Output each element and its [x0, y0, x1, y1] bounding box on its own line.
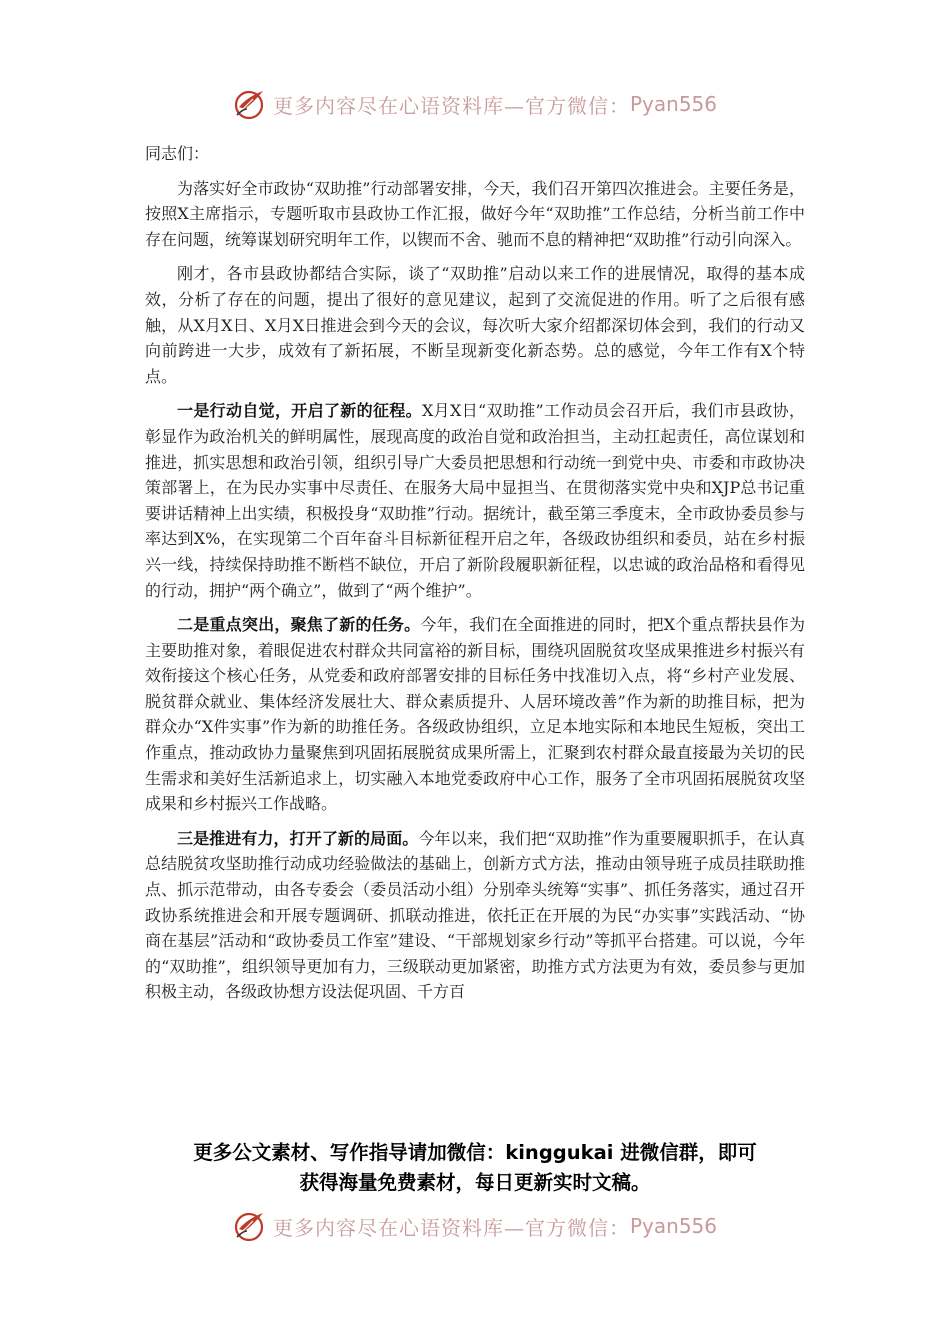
paragraph-lead: 三是推进有力，打开了新的局面。	[177, 828, 419, 848]
greeting: 同志们：	[145, 144, 210, 163]
promo-line-2: 获得海量免费素材，每日更新实时文稿。	[299, 1171, 651, 1194]
paragraph-lead: 一是行动自觉，开启了新的征程。	[177, 401, 422, 421]
watermark-banner-bottom	[0, 1206, 950, 1246]
paragraph-text: 为落实好全市政协“双助推”行动部署安排，今天，我们召开第四次推进会。主要任务是，按照X主席指示，专题听取市县政协工作汇报，做好今年“双助推”工作总结，分析当前工作中存在问题，统筹谋划研究明年工作，以锲而不舍、驰而不息的精神把“双助推”行动引向深入。	[145, 178, 805, 249]
paragraph-lead: 二是重点突出，聚焦了新的任务。	[177, 615, 421, 635]
quill-logo-icon	[233, 1209, 267, 1243]
watermark-wechat-id: Pyan556	[629, 92, 717, 116]
watermark-text: 更多内容尽在心语资料库—官方微信：	[272, 93, 630, 118]
paragraph-4	[145, 612, 805, 817]
promo-notice	[145, 1138, 805, 1198]
quill-logo-icon	[233, 87, 267, 121]
paragraph-3	[145, 398, 805, 603]
paragraph-2	[145, 261, 805, 389]
paragraph-5	[145, 826, 805, 1005]
watermark-text: 更多内容尽在心语资料库—官方微信：	[272, 1215, 630, 1240]
watermark-wechat-id: Pyan556	[629, 1214, 717, 1238]
paragraph-text: 今年，我们在全面推进的同时，把X个重点帮扶县作为主要助推对象，着眼促进农村群众共同富裕的新目标，围绕巩固脱贫攻坚成果推进乡村振兴有效衔接这个核心任务，从党委和政府部署安排的目标任务中找准切入点，将“乡村产业发展、脱贫群众就业、集体经济发展壮大、群众素质提升、人居环境改善”作为新的助推目标，把为群众办“X件实事”作为新的助推任务。各级政协组织，立足本地实际和本地民生短板，突出工作重点，推动政协力量聚焦到巩固拓展脱贫成果所需上，汇聚到农村群众最直接最为关切的民生需求和美好生活新追求上，切实融入本地党委政府中心工作，服务了全市巩固拓展脱贫攻坚成果和乡村振兴工作战略。	[145, 615, 805, 814]
paragraph-1	[145, 176, 805, 253]
paragraph-text: X月X日“双助推”工作动员会召开后，我们市县政协，彰显作为政治机关的鲜明属性，展现高度的政治自觉和政治担当，主动扛起责任，高位谋划和推进，抓实思想和政治引领，组织引导广大委员把思想和行动统一到党中央、市委和市政协决策部署上，在为民办实事中尽责任、在服务大局中显担当、在贯彻落实党中央和XJP总书记重要讲话精神上出实绩，积极投身“双助推”行动。据统计，截至第三季度末，全市政协委员参与率达到X%，在实现第二个百年奋斗目标新征程开启之年，各级政协组织和委员，站在乡村振兴一线，持续保持助推不断档不缺位，开启了新阶段履职新征程，以忠诚的政治品格和看得见的行动，拥护“两个确立”，做到了“两个维护”。	[145, 401, 805, 600]
watermark-banner-top	[0, 84, 950, 124]
promo-line-1: 更多公文素材、写作指导请加微信：kinggukai 进微信群，即可	[193, 1141, 757, 1164]
paragraph-text: 刚才，各市县政协都结合实际，谈了“双助推”启动以来工作的进展情况，取得的基本成效，分析了存在的问题，提出了很好的意见建议，起到了交流促进的作用。听了之后很有感触，从X月X日、X月X日推进会到今天的会议，每次听大家介绍都深切体会到，我们的行动又向前跨进一大步，成效有了新拓展，不断呈现新变化新态势。总的感觉，今年工作有X个特点。	[145, 264, 805, 386]
document-body	[145, 141, 805, 1014]
paragraph-text: 今年以来，我们把“双助推”作为重要履职抓手，在认真总结脱贫攻坚助推行动成功经验做法的基础上，创新方式方法，推动由领导班子成员挂联助推点、抓示范带动，由各专委会（委员活动小组）分别牵头统筹“实事”、抓任务落实，通过召开政协系统推进会和开展专题调研、抓联动推进，依托正在开展的为民“办实事”实践活动、“协商在基层”活动和“政协委员工作室”建设、“干部规划家乡行动”等抓平台搭建。可以说，今年的“双助推”，组织领导更加有力，三级联动更加紧密，助推方式方法更为有效，委员参与更加积极主动，各级政协想方设法促巩固、千方百	[145, 828, 805, 1002]
